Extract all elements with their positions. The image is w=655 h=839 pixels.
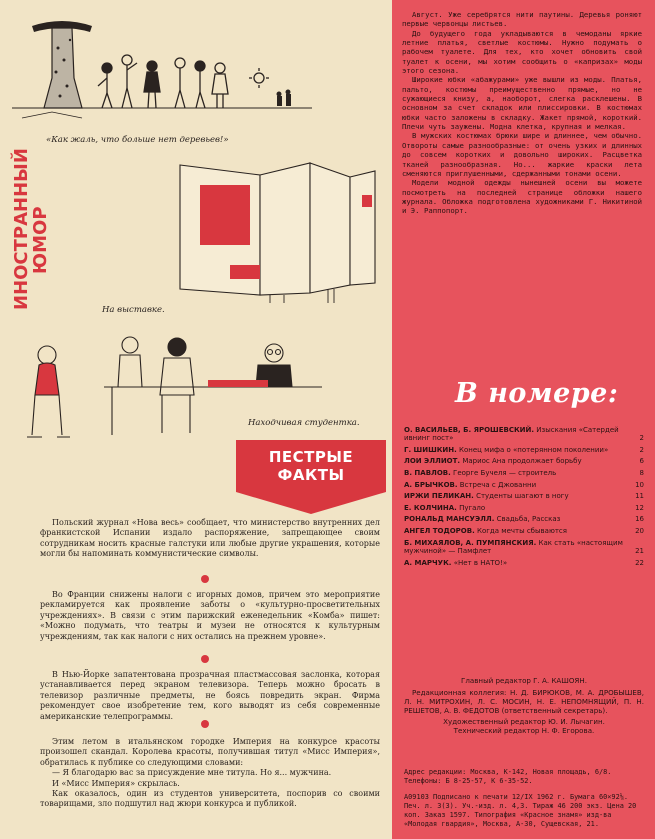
toc-author: А. БРЫЧКОВ.	[404, 480, 458, 489]
toc-item[interactable]	[404, 426, 644, 443]
toc-page: 16	[635, 515, 644, 524]
badge-line1: ПЕСТРЫЕ	[268, 448, 354, 466]
toc-page: 21	[635, 546, 644, 555]
editorial-staff	[404, 676, 644, 736]
toc-item[interactable]	[404, 481, 644, 489]
separator-dot	[201, 655, 209, 663]
fact-2-text: Во Франции снижены налоги с игорных домов, причем это мероприятие рекламируется как проявление заботы о «культурно-просветительных учреждениях». В связи с этим парижский еженедельник «Комба» пишет: «Можно подумать, что театры и музеи не относятся к культурным учреждениям, так как налоги с них остались на прежнем уровне».	[40, 590, 380, 641]
toc-author: ЛОИ ЭЛЛИОТ.	[404, 457, 461, 466]
chief-editor: Главный редактор Г. А. КАШОЯН.	[461, 676, 587, 685]
toc-item[interactable]	[404, 457, 644, 465]
cartoon3-caption: Находчивая студентка.	[248, 418, 360, 428]
toc-item[interactable]	[404, 559, 644, 567]
fashion-para-3: Широкие юбки «абажурами» уже вышли из моды. Платья, пальто, костюмы преимущественно прямые, но не сужающиеся книзу, а, наоборот, слегка расклешены. В основном за счет складок или плиссировки. В костюмах юбки часто заложены в складку. Жакет прямой, короткий. Плечи чуть заужены. Модна клетка, крупная и мелкая.	[402, 75, 642, 132]
fact-3	[40, 670, 380, 722]
toc-item[interactable]	[404, 492, 644, 500]
editorial-phones: Телефоны: Б 8-25-57, К 6-35-52.	[404, 776, 533, 785]
fashion-article	[402, 10, 642, 216]
toc-item[interactable]	[404, 504, 644, 512]
toc-page: 8	[639, 469, 644, 478]
fact-1	[40, 518, 380, 560]
toc-author: АНГЕЛ ТОДОРОВ.	[404, 527, 475, 536]
editorial-address: Адрес редакции: Москва, К-142, Новая площадь, 6/8.	[404, 768, 612, 776]
toc-page: 6	[639, 457, 644, 466]
toc-title: Свадьба, Рассказ	[496, 515, 561, 524]
tech-editor: Технический редактор Н. Ф. Егорова.	[453, 726, 595, 736]
fact-3-text: В Нью-Йорке запатентована прозрачная пластмассовая заслонка, которая устанавливается перед экраном телевизора. Теперь можно бросать в телевизор различные предметы, не боясь повредить экран. Фирма рекомендует свое изобретение тем, кого выводят из себя современные американские телепрограммы.	[40, 670, 380, 721]
toc-author: Г. ШИШКИН.	[404, 445, 457, 454]
toc-item[interactable]	[404, 539, 644, 556]
section-title-line1: ИНОСТРАННЫЙ	[11, 148, 32, 310]
facts-badge	[236, 440, 386, 514]
cartoon2-caption: На выставке.	[102, 305, 165, 315]
fact-4-outro: Как оказалось, один из студентов университета, поспорив со своими товарищами, зло подшутил над жюри конкурса и публикой.	[40, 789, 380, 809]
toc-author: В. ПАВЛОВ.	[404, 469, 451, 478]
toc-page: 11	[635, 492, 644, 501]
fact-1-text: Польский журнал «Нова весь» сообщает, что министерство внутренних дел франкистской Испании издало распоряжение, запрещающее своим сотрудникам носить красные галстуки или любые другие украшения, которые могли бы напоминать коммунистические символы.	[40, 518, 380, 559]
editorial-board: Редакционная коллегия: Н. Д. БИРЮКОВ, М. А. ДРОБЫШЕВ, Л. Н. МИТРОХИН, Л. С. МОСИН, Н. Е. НЕПОМНЯЩИЙ, П. Н. РЕШЕТОВ, А. В. ФЕДОТОВ (ответственный секретарь).	[404, 688, 644, 716]
in-issue-title: В номере:	[455, 378, 619, 409]
toc-author: Е. КОЛЧИНА.	[404, 503, 457, 512]
fashion-para-5: Модели модной одежды нынешней осени вы можете посмотреть на последней странице обложки нашего журнала. Обложка подготовлена художниками Г. Никитиной и Э. Раппопорт.	[402, 178, 642, 216]
toc-page: 2	[639, 434, 644, 443]
toc-title: Пугало	[459, 503, 486, 512]
toc-item[interactable]	[404, 469, 644, 477]
toc-title: «Нет в НАТО!»	[453, 558, 508, 567]
separator-dot	[201, 720, 209, 728]
cartoon-exhibition-illustration	[70, 155, 390, 305]
toc-title: Мариос Ана продолжает борьбу	[462, 457, 582, 466]
toc-title: Студенты шагают в ногу	[476, 492, 569, 501]
art-editor: Художественный редактор Ю. И. Лычагин.	[443, 717, 605, 727]
fact-4-intro: Этим летом в итальянском городке Империя на конкурсе красоты произошел скандал. Королева красоты, получившая титул «Мисс Империя», обратилась к публике со следующими словами:	[40, 737, 380, 767]
toc-title: Конец мифа о «потерянном поколении»	[459, 445, 609, 454]
toc-title: Как стать «настоящим мужчиной» — Памфлет	[404, 538, 623, 555]
toc-page: 22	[635, 558, 644, 567]
separator-dot	[201, 575, 209, 583]
fact-4-quote1: — Я благодарю вас за присуждение мне титула. Но я... мужчина.	[52, 768, 332, 778]
toc-title: Когда мечты сбываются	[477, 527, 567, 536]
toc-item[interactable]	[404, 446, 644, 454]
toc-title: Встреча с Джованни	[459, 480, 537, 489]
section-title-line2: ЮМОР	[30, 206, 51, 274]
print-info: А09103 Подписано к печати 12/IX 1962 г. Бумага 60×92⅛. Печ. л. 3(3). Уч.-изд. л. 4,3. Тираж 46 200 экз. Цена 20 коп. Заказ 1597. Типография «Красное знамя» изд-ва «Молодая гвардия», Москва, А-30, Сущевская, 21.	[404, 793, 637, 828]
toc-page: 10	[635, 480, 644, 489]
fashion-para-4: В мужских костюмах брюки шире и длиннее, чем обычно. Отвороты самые разнообразные: от очень узких и длинных до совсем коротких и довольно широких. Расцветка тканей разнообразная. Но... жаркие краски лета сменяются приглушенными, сдержанными тонами осени.	[402, 131, 642, 178]
fact-2	[40, 590, 380, 642]
toc-page: 20	[635, 527, 644, 536]
toc-page: 2	[639, 445, 644, 454]
cartoon-tree-stump-illustration	[12, 8, 312, 126]
table-of-contents	[404, 426, 644, 570]
toc-item[interactable]	[404, 515, 644, 523]
toc-author: Б. МИХАЯЛОВ, А. ПУМПЯНСКИЯ.	[404, 538, 537, 547]
toc-item[interactable]	[404, 527, 644, 535]
badge-line2: ФАКТЫ	[277, 466, 345, 484]
toc-author: А. МАРЧУК.	[404, 558, 452, 567]
toc-author: О. ВАСИЛЬЕВ, Б. ЯРОШЕВСКИЙ.	[404, 426, 535, 434]
fact-4-quote2: И «Мисс Империя» скрылась.	[52, 778, 180, 788]
fashion-para-2: До будущего года укладываются в чемоданы яркие летние платья, светлые костюмы. Нужно подумать о рабочем туалете. Для тех, кто хочет обновить свой туалет к осени, мы хотим сообщить о «капризах» моды этого сезона.	[402, 28, 642, 76]
fact-4	[40, 737, 380, 810]
publication-info	[404, 768, 644, 828]
section-title-foreign-humor	[11, 148, 62, 310]
toc-page: 12	[635, 503, 644, 512]
toc-author: ИРЖИ ПЕЛИКАН.	[404, 492, 474, 501]
toc-author: РОНАЛЬД МАНСУЭЛЛ.	[404, 515, 495, 524]
cartoon1-caption: «Как жаль, что больше нет деревьев!»	[46, 135, 229, 145]
fashion-para-1: Август. Уже серебрятся нити паутины. Деревья роняют первые червонцы листьев.	[402, 10, 642, 29]
toc-title: Георге Бучеля — строитель	[453, 469, 557, 478]
toc-title: Изыскания «Сатердей ивнинг пост»	[404, 426, 619, 443]
